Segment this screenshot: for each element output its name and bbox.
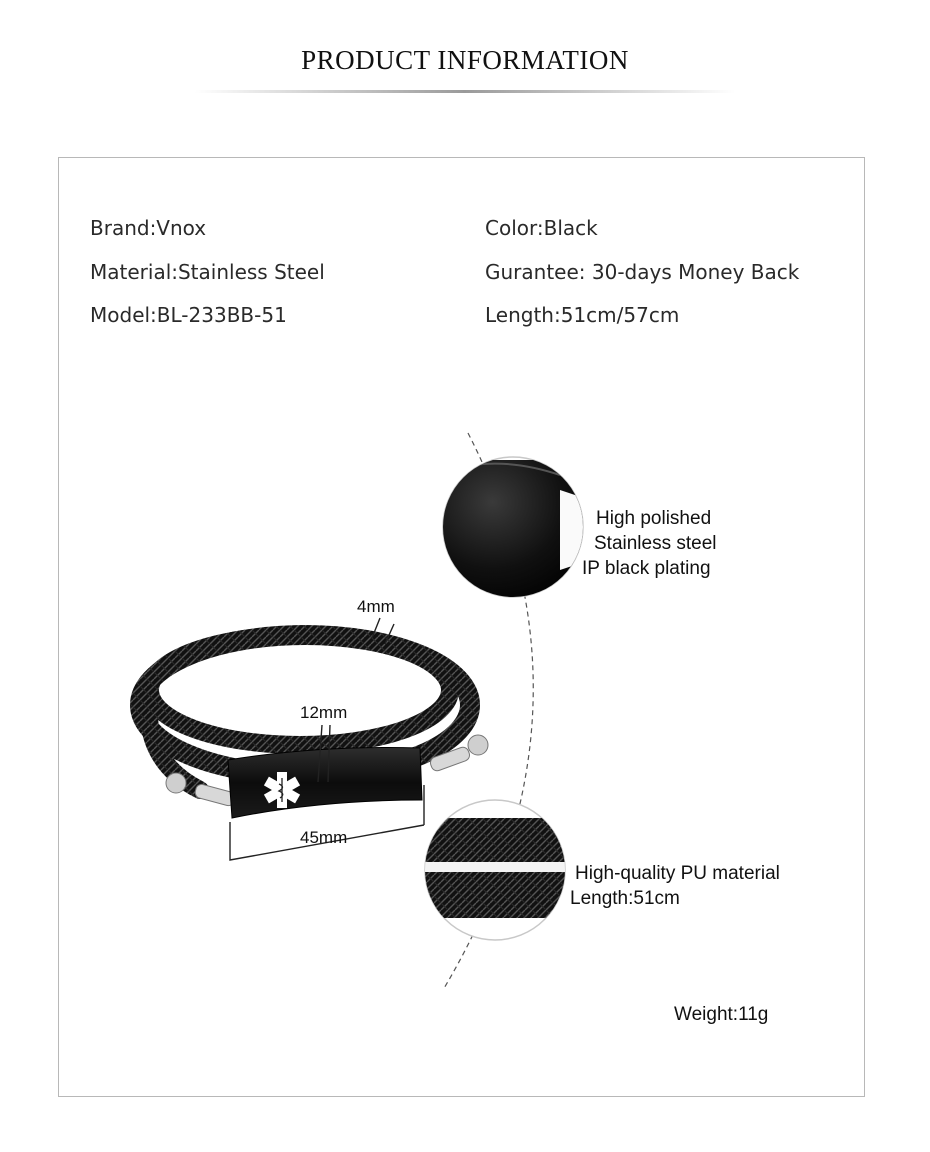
plate-finish-label <box>582 506 717 581</box>
plate-finish-line-3: IP black plating <box>582 558 711 579</box>
plate-detail-circle <box>440 457 590 600</box>
leather-label <box>570 861 780 911</box>
weight-label: Weight:11g <box>674 1004 769 1025</box>
id-plate <box>228 748 422 819</box>
spec-length: Length:51cm/57cm <box>485 303 680 327</box>
spec-model: Model:BL-233BB-51 <box>90 303 287 327</box>
spec-material: Material:Stainless Steel <box>90 260 325 284</box>
plate-length-label: 45mm <box>300 828 348 847</box>
leather-length-line: Length:51cm <box>570 888 680 909</box>
spec-brand: Brand:Vnox <box>90 216 207 240</box>
spec-guarantee: Gurantee: 30-days Money Back <box>485 260 800 284</box>
plate-finish-line-1: High polished <box>596 508 712 529</box>
cord-width-label: 4mm <box>357 597 395 616</box>
plate-finish-line-2: Stainless steel <box>594 533 717 554</box>
spec-color: Color:Black <box>485 216 598 240</box>
plate-height-label: 12mm <box>300 703 348 722</box>
leather-detail-circle <box>420 800 580 940</box>
page-title: PRODUCT INFORMATION <box>301 45 629 75</box>
leather-material-line: High-quality PU material <box>575 863 780 884</box>
